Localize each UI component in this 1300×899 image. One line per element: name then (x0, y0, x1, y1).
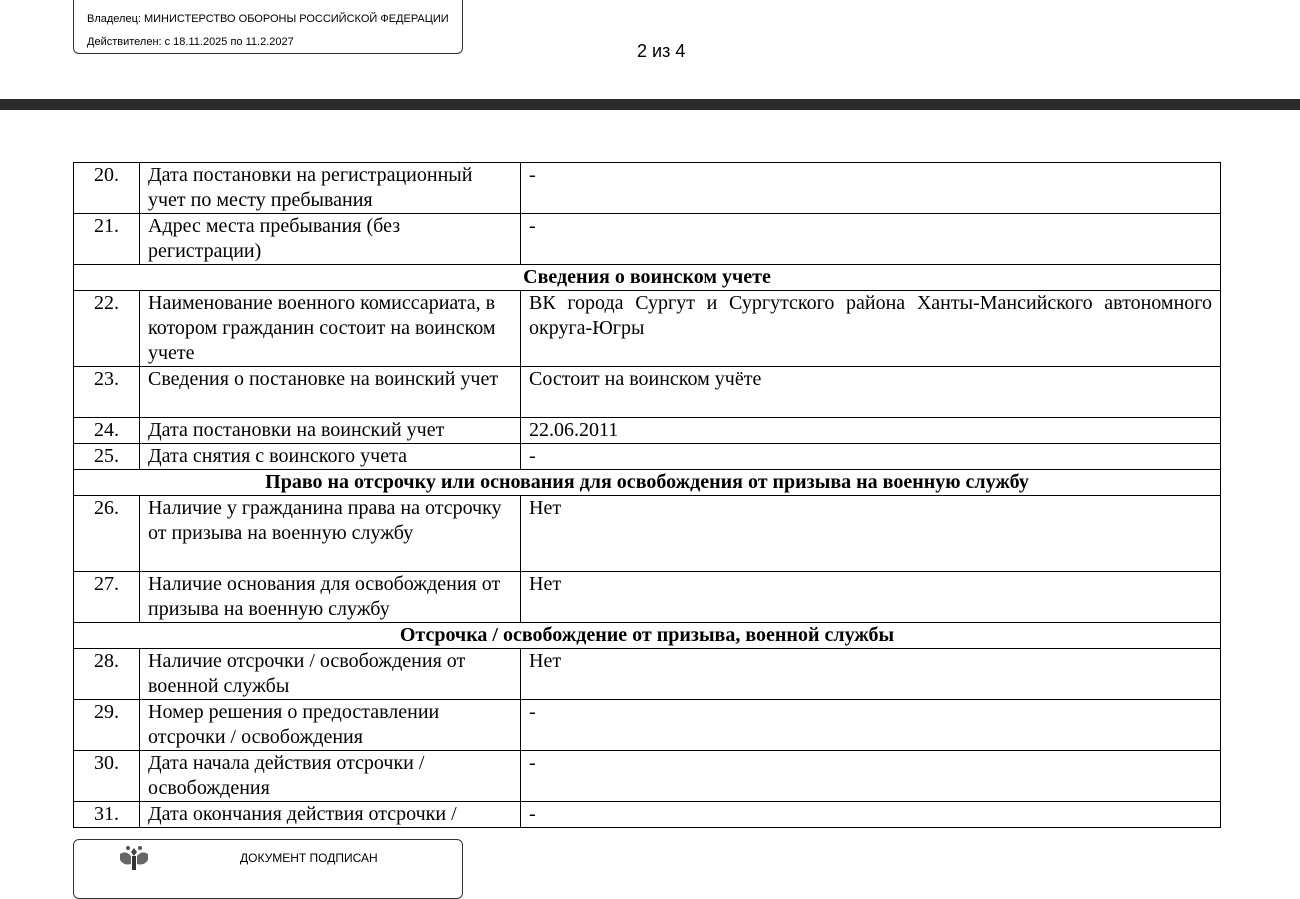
table-row (74, 751, 1221, 802)
signature-stamp-bottom (73, 839, 463, 899)
row-label: Дата постановки на воинский учет (140, 418, 521, 444)
row-label: Наличие у гражданина права на отсрочку от призыва на военную службу (140, 496, 521, 572)
section-header-row (74, 470, 1221, 496)
row-label: Дата окончания действия отсрочки / (140, 802, 521, 828)
row-label: Дата постановки на регистрационный учет по месту пребывания (140, 163, 521, 214)
table-row (74, 367, 1221, 418)
page-counter: 2 из 4 (637, 41, 686, 61)
page-divider (0, 99, 1300, 110)
row-number: 27. (74, 572, 140, 623)
table-row (74, 649, 1221, 700)
section-header-deferment: Отсрочка / освобождение от призыва, военной службы (74, 623, 1221, 649)
row-value: 22.06.2011 (521, 418, 1221, 444)
row-number: 23. (74, 367, 140, 418)
section-header-military-registration: Сведения о воинском учете (74, 265, 1221, 291)
stamp-validity: Действителен: с 18.11.2025 по 11.2.2027 (87, 36, 294, 48)
row-number: 29. (74, 700, 140, 751)
data-table (73, 162, 1221, 828)
table-row (74, 163, 1221, 214)
section-header-row (74, 623, 1221, 649)
row-value: Нет (521, 572, 1221, 623)
row-value: - (521, 163, 1221, 214)
row-value: Состоит на воинском учёте (521, 367, 1221, 418)
row-number: 30. (74, 751, 140, 802)
row-value: ВК города Сургут и Сургутского района Ханты-Мансийского автономного округа-Югры (521, 291, 1221, 367)
row-value: - (521, 214, 1221, 265)
row-value: - (521, 444, 1221, 470)
row-number: 31. (74, 802, 140, 828)
row-label: Дата начала действия отсрочки / освобождения (140, 751, 521, 802)
row-label: Номер решения о предоставлении отсрочки / освобождения (140, 700, 521, 751)
table-row (74, 214, 1221, 265)
stamp-title: ДОКУМЕНТ ПОДПИСАН (240, 851, 378, 865)
row-value: - (521, 802, 1221, 828)
row-value: - (521, 751, 1221, 802)
row-label: Сведения о постановке на воинский учет (140, 367, 521, 418)
row-number: 22. (74, 291, 140, 367)
row-value: - (521, 700, 1221, 751)
section-header-row (74, 265, 1221, 291)
section-header-deferment-right: Право на отсрочку или основания для освобождения от призыва на военную службу (74, 470, 1221, 496)
row-number: 24. (74, 418, 140, 444)
row-number: 28. (74, 649, 140, 700)
row-label: Дата снятия с воинского учета (140, 444, 521, 470)
coat-of-arms-icon (114, 844, 154, 874)
table-row (74, 700, 1221, 751)
table-row (74, 496, 1221, 572)
stamp-owner: Владелец: МИНИСТЕРСТВО ОБОРОНЫ РОССИЙСКОЙ ФЕДЕРАЦИИ (87, 13, 449, 25)
signature-stamp-top (73, 0, 463, 54)
row-number: 21. (74, 214, 140, 265)
row-label: Наличие основания для освобождения от призыва на военную службу (140, 572, 521, 623)
row-label: Наименование военного комиссариата, в котором гражданин состоит на воинском учете (140, 291, 521, 367)
table-row (74, 418, 1221, 444)
table-row (74, 291, 1221, 367)
row-number: 20. (74, 163, 140, 214)
table-row (74, 802, 1221, 828)
row-value: Нет (521, 649, 1221, 700)
row-label: Наличие отсрочки / освобождения от военной службы (140, 649, 521, 700)
row-label: Адрес места пребывания (без регистрации) (140, 214, 521, 265)
row-number: 25. (74, 444, 140, 470)
table-row (74, 444, 1221, 470)
row-number: 26. (74, 496, 140, 572)
table-row (74, 572, 1221, 623)
row-value: Нет (521, 496, 1221, 572)
